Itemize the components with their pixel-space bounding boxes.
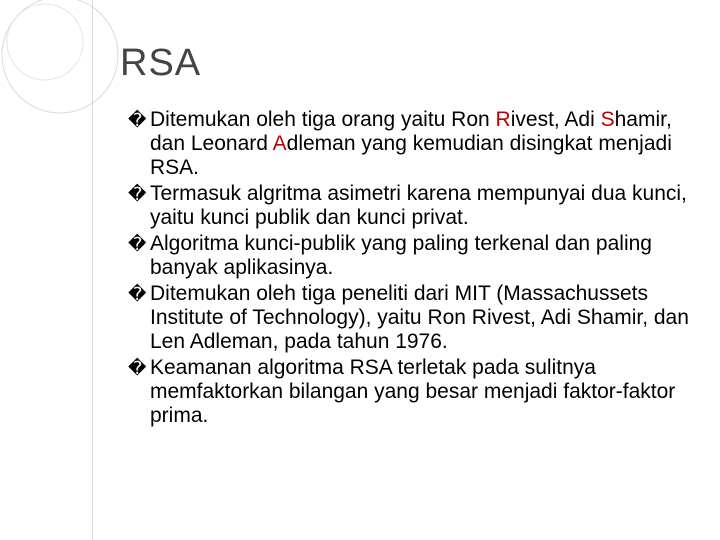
bullet-item — [128, 108, 708, 180]
bullet-text: ivest, Adi — [510, 108, 601, 131]
bullet-text: dleman yang kemudian disingkat menjadi RSA. — [150, 132, 672, 179]
bullet-text: hamir, dan Leonard — [150, 108, 672, 155]
bullet-list — [128, 108, 708, 430]
left-divider-line — [92, 0, 93, 540]
bullet-marker-icon: � — [128, 184, 147, 205]
bullet-item — [128, 282, 708, 354]
ring-small — [7, 4, 83, 80]
bullet-item — [128, 356, 708, 428]
slide-title: RSA — [120, 42, 202, 84]
highlight-letter: S — [600, 108, 615, 131]
bullet-text: Termasuk algritma asimetri karena mempunyai dua kunci, yaitu kunci publik dan kunci privat. — [150, 182, 687, 229]
ring-large — [2, 0, 118, 113]
bullet-marker-icon: � — [128, 110, 147, 131]
bullet-item — [128, 232, 708, 280]
bullet-text: Keamanan algoritma RSA terletak pada sulitnya memfaktorkan bilangan yang besar menjadi faktor-faktor prima. — [150, 356, 676, 427]
bullet-marker-icon: � — [128, 358, 147, 379]
bullet-text: Algoritma kunci-publik yang paling terkenal dan paling banyak aplikasinya. — [150, 232, 652, 279]
decorative-rings — [0, 0, 140, 120]
bullet-item — [128, 182, 708, 230]
bullet-marker-icon: � — [128, 284, 147, 305]
bullet-text: Ditemukan oleh tiga peneliti dari MIT (Massachussets Institute of Technology), yaitu Ron Rivest, Adi Shamir, dan Len Adleman, pada tahun 1976. — [150, 282, 689, 353]
bullet-marker-icon: � — [128, 234, 147, 255]
highlight-letter: R — [495, 108, 511, 131]
bullet-text: Ditemukan oleh tiga orang yaitu Ron — [150, 108, 496, 131]
highlight-letter: A — [272, 132, 287, 155]
